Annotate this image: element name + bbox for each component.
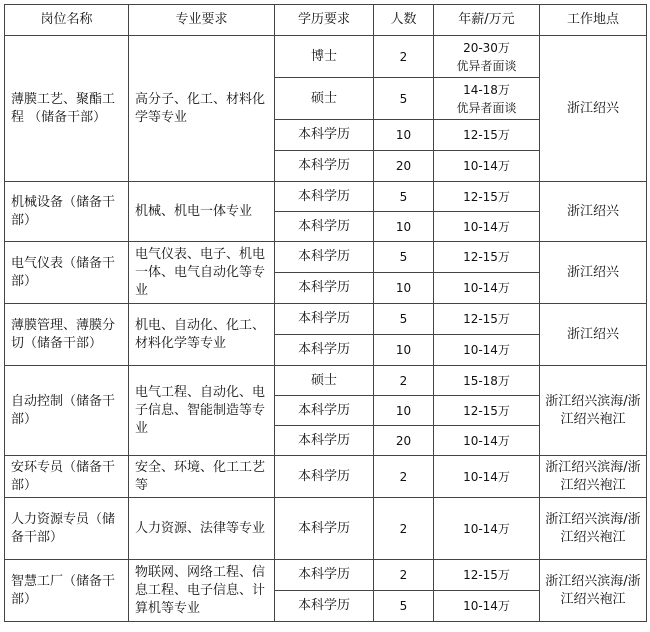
table-row	[5, 36, 647, 78]
table-row	[5, 560, 647, 591]
location-cell: 浙江绍兴滨海/浙江绍兴袍江	[540, 560, 647, 622]
salary-note: 优异者面谈	[456, 58, 517, 73]
count-cell: 20	[374, 151, 434, 182]
salary-cell: 12-15万	[434, 120, 540, 151]
count-cell: 10	[374, 120, 434, 151]
salary-cell: 10-14万	[434, 456, 540, 498]
degree-cell: 本科学历	[275, 396, 374, 426]
salary-cell: 12-15万	[434, 560, 540, 591]
count-cell: 2	[374, 456, 434, 498]
count-cell: 2	[374, 36, 434, 78]
degree-cell: 本科学历	[275, 151, 374, 182]
salary-cell: 10-14万	[434, 151, 540, 182]
major-cell: 高分子、化工、材料化学等专业	[129, 36, 275, 182]
salary-cell: 10-14万	[434, 426, 540, 456]
position-cell: 安环专员（储备干部）	[5, 456, 129, 498]
position-cell: 电气仪表（储备干部）	[5, 242, 129, 304]
salary-cell: 10-14万	[434, 591, 540, 622]
position-cell: 人力资源专员（储备干部）	[5, 498, 129, 560]
recruitment-table-wrapper	[4, 4, 647, 622]
salary-cell: 10-14万	[434, 498, 540, 560]
location-cell: 浙江绍兴	[540, 36, 647, 182]
header-row	[5, 5, 647, 36]
salary-cell	[434, 78, 540, 120]
salary-cell	[434, 36, 540, 78]
degree-cell: 本科学历	[275, 242, 374, 273]
position-cell: 薄膜管理、薄膜分切（储备干部）	[5, 304, 129, 366]
location-cell: 浙江绍兴	[540, 182, 647, 242]
count-cell: 10	[374, 396, 434, 426]
major-cell: 物联网、网络工程、信息工程、电子信息、计算机等专业	[129, 560, 275, 622]
salary-cell: 12-15万	[434, 242, 540, 273]
table-row	[5, 304, 647, 335]
header-salary: 年薪/万元	[434, 5, 540, 36]
count-cell: 10	[374, 273, 434, 304]
major-cell: 人力资源、法律等专业	[129, 498, 275, 560]
major-cell: 安全、环境、化工工艺等	[129, 456, 275, 498]
count-cell: 5	[374, 78, 434, 120]
degree-cell: 本科学历	[275, 182, 374, 212]
header-position: 岗位名称	[5, 5, 129, 36]
salary-range: 20-30万	[463, 40, 510, 55]
count-cell: 2	[374, 560, 434, 591]
count-cell: 5	[374, 591, 434, 622]
salary-cell: 10-14万	[434, 335, 540, 366]
location-cell: 浙江绍兴滨海/浙江绍兴袍江	[540, 456, 647, 498]
location-cell: 浙江绍兴	[540, 304, 647, 366]
table-row	[5, 498, 647, 560]
degree-cell: 本科学历	[275, 426, 374, 456]
count-cell: 10	[374, 212, 434, 242]
salary-cell: 10-14万	[434, 212, 540, 242]
table-row	[5, 456, 647, 498]
count-cell: 20	[374, 426, 434, 456]
header-degree: 学历要求	[275, 5, 374, 36]
header-major: 专业要求	[129, 5, 275, 36]
degree-cell: 本科学历	[275, 560, 374, 591]
table-row	[5, 242, 647, 273]
degree-cell: 硕士	[275, 366, 374, 396]
position-cell: 机械设备（储备干部）	[5, 182, 129, 242]
table-row	[5, 366, 647, 396]
count-cell: 5	[374, 242, 434, 273]
header-location: 工作地点	[540, 5, 647, 36]
salary-cell: 12-15万	[434, 182, 540, 212]
count-cell: 5	[374, 182, 434, 212]
position-cell: 薄膜工艺、聚酯工程 （储备干部）	[5, 36, 129, 182]
degree-cell: 本科学历	[275, 304, 374, 335]
count-cell: 10	[374, 335, 434, 366]
location-cell: 浙江绍兴	[540, 242, 647, 304]
count-cell: 2	[374, 498, 434, 560]
table-row	[5, 182, 647, 212]
degree-cell: 本科学历	[275, 498, 374, 560]
location-cell: 浙江绍兴滨海/浙江绍兴袍江	[540, 366, 647, 456]
salary-cell: 10-14万	[434, 273, 540, 304]
count-cell: 2	[374, 366, 434, 396]
degree-cell: 本科学历	[275, 591, 374, 622]
position-cell: 智慧工厂（储备干部）	[5, 560, 129, 622]
degree-cell: 博士	[275, 36, 374, 78]
salary-note: 优异者面谈	[456, 100, 517, 115]
major-cell: 机电、自动化、化工、材料化学等专业	[129, 304, 275, 366]
degree-cell: 硕士	[275, 78, 374, 120]
major-cell: 机械、机电一体专业	[129, 182, 275, 242]
position-cell: 自动控制（储备干部）	[5, 366, 129, 456]
degree-cell: 本科学历	[275, 120, 374, 151]
degree-cell: 本科学历	[275, 335, 374, 366]
salary-cell: 12-15万	[434, 396, 540, 426]
recruitment-table	[4, 4, 647, 622]
count-cell: 5	[374, 304, 434, 335]
degree-cell: 本科学历	[275, 273, 374, 304]
header-count: 人数	[374, 5, 434, 36]
degree-cell: 本科学历	[275, 212, 374, 242]
degree-cell: 本科学历	[275, 456, 374, 498]
salary-cell: 12-15万	[434, 304, 540, 335]
major-cell: 电气工程、自动化、电子信息、智能制造等专业	[129, 366, 275, 456]
major-cell: 电气仪表、电子、机电一体、电气自动化等专业	[129, 242, 275, 304]
salary-cell: 15-18万	[434, 366, 540, 396]
salary-range: 14-18万	[463, 82, 510, 97]
location-cell: 浙江绍兴滨海/浙江绍兴袍江	[540, 498, 647, 560]
